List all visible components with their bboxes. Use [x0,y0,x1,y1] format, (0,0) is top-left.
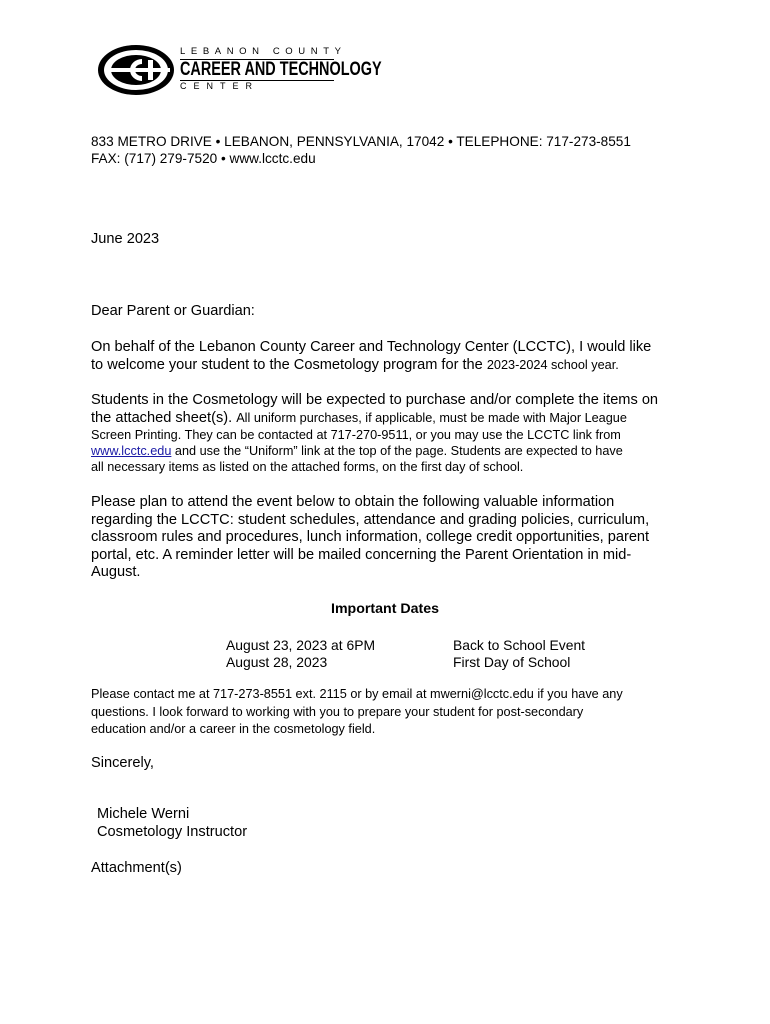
paragraph-2 [91,392,658,475]
signer-title: Cosmetology Instructor [97,823,248,840]
enclosure-note: Attachment(s) [91,860,182,876]
paragraph-4-line-2: questions. I look forward to working with you to prepare your student for post-secondary [91,704,584,719]
website-link[interactable]: www.lcctc.edu [91,444,172,459]
paragraph-4-line-3: education and/or a career in the cosmetology field. [91,722,376,736]
paragraph-2-line-4 [91,443,658,459]
paragraph-3-line-4: portal, etc. A reminder letter will be mailed concerning the Parent Orientation in mid- [91,546,632,563]
lcctc-logo [96,40,382,98]
signer-name: Michele Werni [97,806,190,822]
signature-block [97,806,247,841]
closing: Sincerely, [91,755,154,771]
paragraph-4 [91,686,623,739]
address-line-1: 833 METRO DRIVE • LEBANON, PENNSYLVANIA, 17042 • TELEPHONE: 717-273-8551 [91,134,631,149]
p2-text-a: the attached sheet(s). [91,409,237,426]
paragraph-4-line-1: Please contact me at 717-273-8551 ext. 2115 or by email at mwerni@lcctc.edu if you have any [91,687,623,701]
paragraph-3 [91,494,649,582]
date-item: August 23, 2023 at 6PM [226,637,376,653]
paragraph-2-line-5: all necessary items as listed on the attached forms, on the first day of school. [91,460,524,475]
lcctc-logo-emblem-icon [96,42,178,98]
p1-text: to welcome your student to the Cosmetology program for the [91,356,487,373]
important-dates-title: Important Dates [331,601,439,617]
address-line-2: FAX: (717) 279-7520 • www.lcctc.edu [91,151,316,166]
p2-text-b: All uniform purchases, if applicable, must be made with Major League [236,410,627,425]
paragraph-1-line-1: On behalf of the Lebanon County Career and Technology Center (LCCTC), I would like [91,339,652,355]
paragraph-2-line-1: Students in the Cosmetology will be expected to purchase and/or complete the items on [91,392,659,408]
paragraph-3-line-1: Please plan to attend the event below to obtain the following valuable information [91,494,615,510]
paragraph-1-line-2 [91,357,651,375]
salutation: Dear Parent or Guardian: [91,303,255,319]
paragraph-3-line-2: regarding the LCCTC: student schedules, attendance and grading policies, curriculum, [91,511,650,528]
paragraph-3-line-5: August. [91,564,141,581]
paragraph-1 [91,339,651,374]
paragraph-3-line-3: classroom rules and procedures, lunch information, college credit opportunities, parent [91,529,650,546]
date-item: August 28, 2023 [226,654,328,670]
paragraph-2-line-2 [91,410,658,428]
dates-column [226,637,375,671]
letter-date: June 2023 [91,231,160,247]
p2-text-c: and use the “Uniform” link at the top of the page. Students are expected to have [171,444,623,459]
paragraph-2-line-3: Screen Printing. They can be contacted at 717-270-9511, or you may use the LCCTC link from [91,428,621,443]
event-item: First Day of School [453,654,571,670]
logo-line-center: CENTER [180,81,260,91]
event-item: Back to School Event [453,637,586,653]
logo-line-county: LEBANON COUNTY [180,46,347,57]
school-year: 2023-2024 school year. [486,357,619,372]
events-column [453,637,585,671]
letterhead-address [91,133,631,167]
logo-line-career: CAREER AND TECHNOLOGY [180,59,382,80]
